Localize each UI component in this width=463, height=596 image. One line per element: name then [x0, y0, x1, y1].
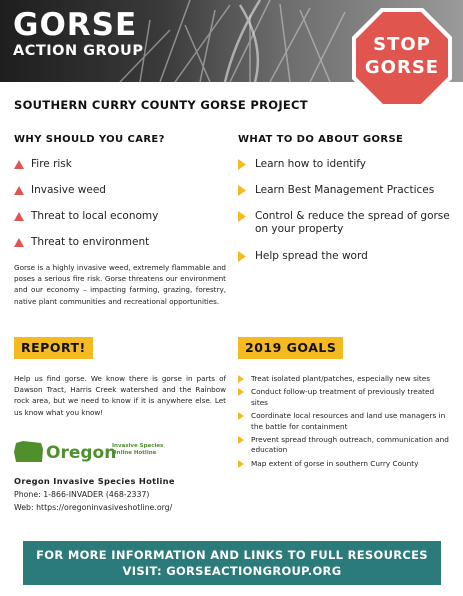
chevron-right-icon [238, 375, 244, 383]
oregon-word: Oregon [46, 443, 117, 463]
todo-heading: WHAT TO DO ABOUT GORSE [238, 134, 404, 145]
hotline-phone: Phone: 1-866-INVADER (468-2337) [14, 490, 150, 499]
list-item-text: Invasive weed [31, 184, 106, 196]
list-item-text: Prevent spread through outreach, communication and education [251, 435, 449, 455]
oregon-map-icon [14, 440, 44, 464]
list-item-text: Help spread the word [255, 250, 368, 262]
list-item [14, 210, 229, 236]
warning-triangle-icon [14, 238, 24, 247]
list-item [238, 158, 453, 184]
chevron-right-icon [238, 436, 244, 444]
list-item-text: Learn Best Management Practices [255, 184, 435, 196]
list-item [238, 387, 450, 408]
chevron-right-icon [238, 388, 244, 396]
page-title: SOUTHERN CURRY COUNTY GORSE PROJECT [14, 98, 308, 112]
list-item-text: Coordinate local resources and land use managers in the battle for containment [251, 411, 446, 431]
warning-triangle-icon [14, 160, 24, 169]
gorse-action-group-logo [13, 7, 144, 59]
care-list [14, 158, 229, 262]
logo-title: GORSE [13, 7, 138, 43]
list-item [238, 210, 453, 250]
list-item-text: Fire risk [31, 158, 72, 170]
warning-triangle-icon [14, 186, 24, 195]
list-item [14, 236, 229, 262]
list-item [14, 184, 229, 210]
goals-label: 2019 GOALS [238, 337, 343, 359]
logo-subtitle: ACTION GROUP [13, 43, 144, 59]
list-item [14, 158, 229, 184]
goals-list [238, 374, 450, 472]
care-heading: WHY SHOULD YOU CARE? [14, 134, 165, 145]
list-item [238, 184, 453, 210]
chevron-right-icon [238, 412, 244, 420]
warning-triangle-icon [14, 212, 24, 221]
chevron-right-icon [238, 185, 246, 196]
list-item [238, 459, 450, 469]
care-paragraph: Gorse is a highly invasive weed, extremely flammable and poses a serious fire risk. Gorse threatens our environment and our economy – impacting farming, grazing, forestry, native plant communities and recreational opportunities. [14, 263, 226, 306]
oregon-sub2: Online Hotline [112, 450, 157, 456]
chevron-right-icon [238, 211, 246, 222]
list-item [238, 411, 450, 432]
stop-sign-text [352, 33, 452, 79]
stop-line-2: GORSE [364, 57, 440, 78]
list-item-text: Map extent of gorse in southern Curry County [251, 458, 419, 468]
list-item-text: Threat to environment [31, 236, 150, 248]
oregon-logo-subtitle [112, 443, 163, 457]
list-item-text: Learn how to identify [255, 158, 367, 170]
hotline-web-link[interactable]: Web: https://oregoninvasiveshotline.org/ [14, 503, 173, 512]
list-item-text: Conduct follow-up treatment of previously treated sites [251, 387, 435, 407]
list-item [238, 374, 450, 384]
list-item [238, 250, 453, 276]
stop-line-1: STOP [373, 34, 431, 55]
list-item-text: Treat isolated plant/patches, especially new sites [251, 374, 431, 383]
todo-list [238, 158, 453, 276]
footer-banner [23, 541, 441, 585]
footer-line-2[interactable]: VISIT: GORSEACTIONGROUP.ORG [122, 564, 342, 578]
hotline-name: Oregon Invasive Species Hotline [14, 476, 175, 486]
list-item [238, 435, 450, 456]
chevron-right-icon [238, 159, 246, 170]
list-item-text: Threat to local economy [31, 210, 159, 222]
chevron-right-icon [238, 460, 244, 468]
footer-line-1: FOR MORE INFORMATION AND LINKS TO FULL RESOURCES [36, 548, 428, 562]
list-item-text: Control & reduce the spread of gorse on your property [255, 210, 450, 235]
oregon-sub1: Invasive Species [112, 443, 164, 449]
report-label: REPORT! [14, 337, 93, 359]
report-paragraph: Help us find gorse. We know there is gorse in parts of Dawson Tract, Harris Creek watershed and the Rainbow rock area, but we need to know if it is anywhere else. Let us know what you know! [14, 374, 226, 417]
chevron-right-icon [238, 251, 246, 262]
